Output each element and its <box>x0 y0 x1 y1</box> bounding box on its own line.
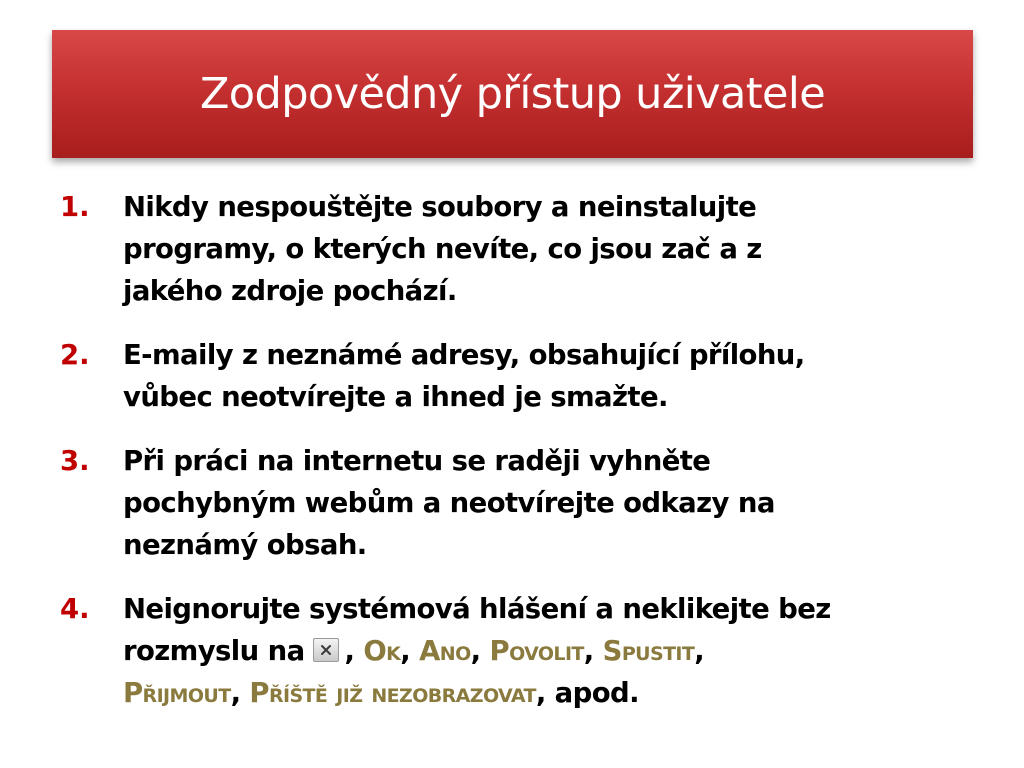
item-number: 2. <box>60 339 90 371</box>
close-x-icon <box>313 638 339 662</box>
separator: , <box>470 635 481 667</box>
separator: , <box>400 635 411 667</box>
item-line: vůbec neotvírejte a ihned je smažte. <box>123 381 668 413</box>
item-text <box>123 186 983 312</box>
item-line: Neignorujte systémová hlášení a neklikejte bez <box>123 593 831 625</box>
item-text <box>123 334 983 418</box>
item-suffix: , apod. <box>535 677 639 709</box>
option-priste-jiz-nezobrazovat: Příště již nezobrazovat <box>249 677 536 709</box>
item-line: jakého zdroje pochází. <box>123 275 457 307</box>
separator: , <box>230 677 241 709</box>
option-spustit: Spustit <box>602 635 695 667</box>
separator: , <box>583 635 594 667</box>
item-line: Při práci na internetu se raději vyhněte <box>123 445 711 477</box>
item-number: 4. <box>60 593 90 625</box>
item-line <box>123 672 983 714</box>
item-text <box>123 588 983 714</box>
item-line: neznámý obsah. <box>123 529 367 561</box>
separator: , <box>694 635 705 667</box>
item-line: pochybným webům a neotvírejte odkazy na <box>123 487 775 519</box>
option-povolit: Povolit <box>489 635 584 667</box>
item-text <box>123 440 983 566</box>
separator: , <box>344 635 355 667</box>
item-line: programy, o kterých nevíte, co jsou zač a z <box>123 233 762 265</box>
item-line <box>123 630 983 672</box>
item-number: 1. <box>60 191 90 223</box>
option-ok: Ok <box>363 635 401 667</box>
slide-title: Zodpovědný přístup uživatele <box>199 69 826 119</box>
item-line-prefix: rozmyslu na <box>123 635 305 667</box>
item-line: Nikdy nespouštějte soubory a neinstalujte <box>123 191 757 223</box>
item-number: 3. <box>60 445 90 477</box>
option-prijmout: Přijmout <box>123 677 231 709</box>
option-ano: Ano <box>419 635 471 667</box>
item-line: E-maily z neznámé adresy, obsahující přílohu, <box>123 339 805 371</box>
